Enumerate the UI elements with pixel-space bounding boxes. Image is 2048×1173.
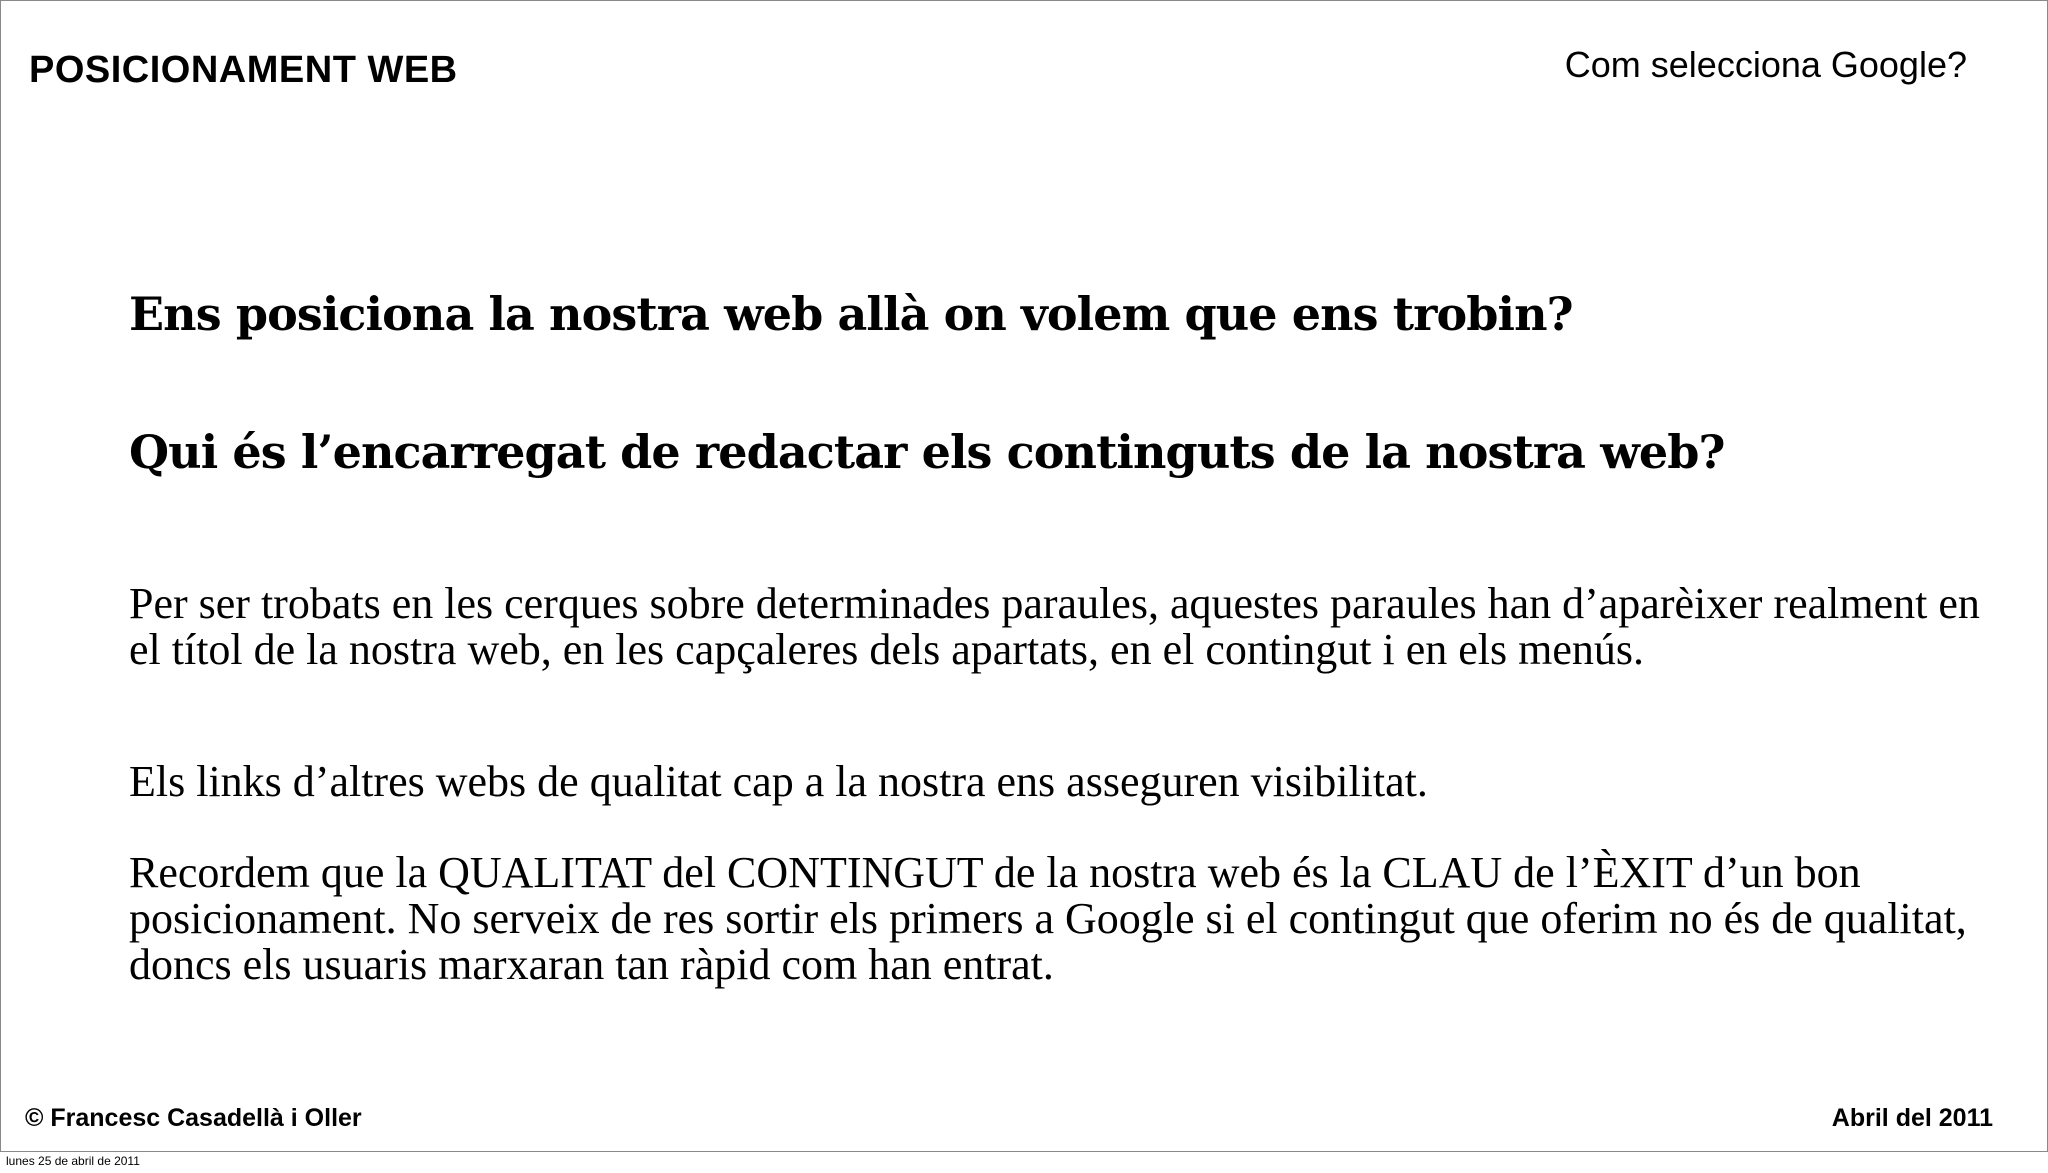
section-title: POSICIONAMENT WEB	[29, 49, 458, 91]
question-heading: Ens posiciona la nostra web allà on volem que ens trobin?	[129, 287, 1573, 341]
body-paragraph: Recordem que la QUALITAT del CONTINGUT de la nostra web és la CLAU de l’ÈXIT d’un bon posicionament. No serveix de res sortir els primers a Google si el contingut que oferim no és de qualitat, doncs els usuaris marxaran tan ràpid com han entrat.	[129, 848, 1967, 989]
author-credit: © Francesc Casadellà i Oller	[25, 1104, 362, 1132]
slide-title: Com selecciona Google?	[1564, 44, 1967, 85]
footer-date: Abril del 2011	[1831, 1104, 1993, 1132]
body-paragraph: Els links d’altres webs de qualitat cap a la nostra ens asseguren visibilitat.	[129, 757, 1428, 806]
body-paragraph: Per ser trobats en les cerques sobre determinades paraules, aquestes paraules han d’aparèixer realment en el títol de la nostra web, en les capçaleres dels apartats, en el contingut i en els menús.	[129, 579, 1980, 674]
print-date: lunes 25 de abril de 2011	[6, 1154, 140, 1168]
question-heading: Qui és l’encarregat de redactar els continguts de la nostra web?	[129, 425, 1725, 479]
